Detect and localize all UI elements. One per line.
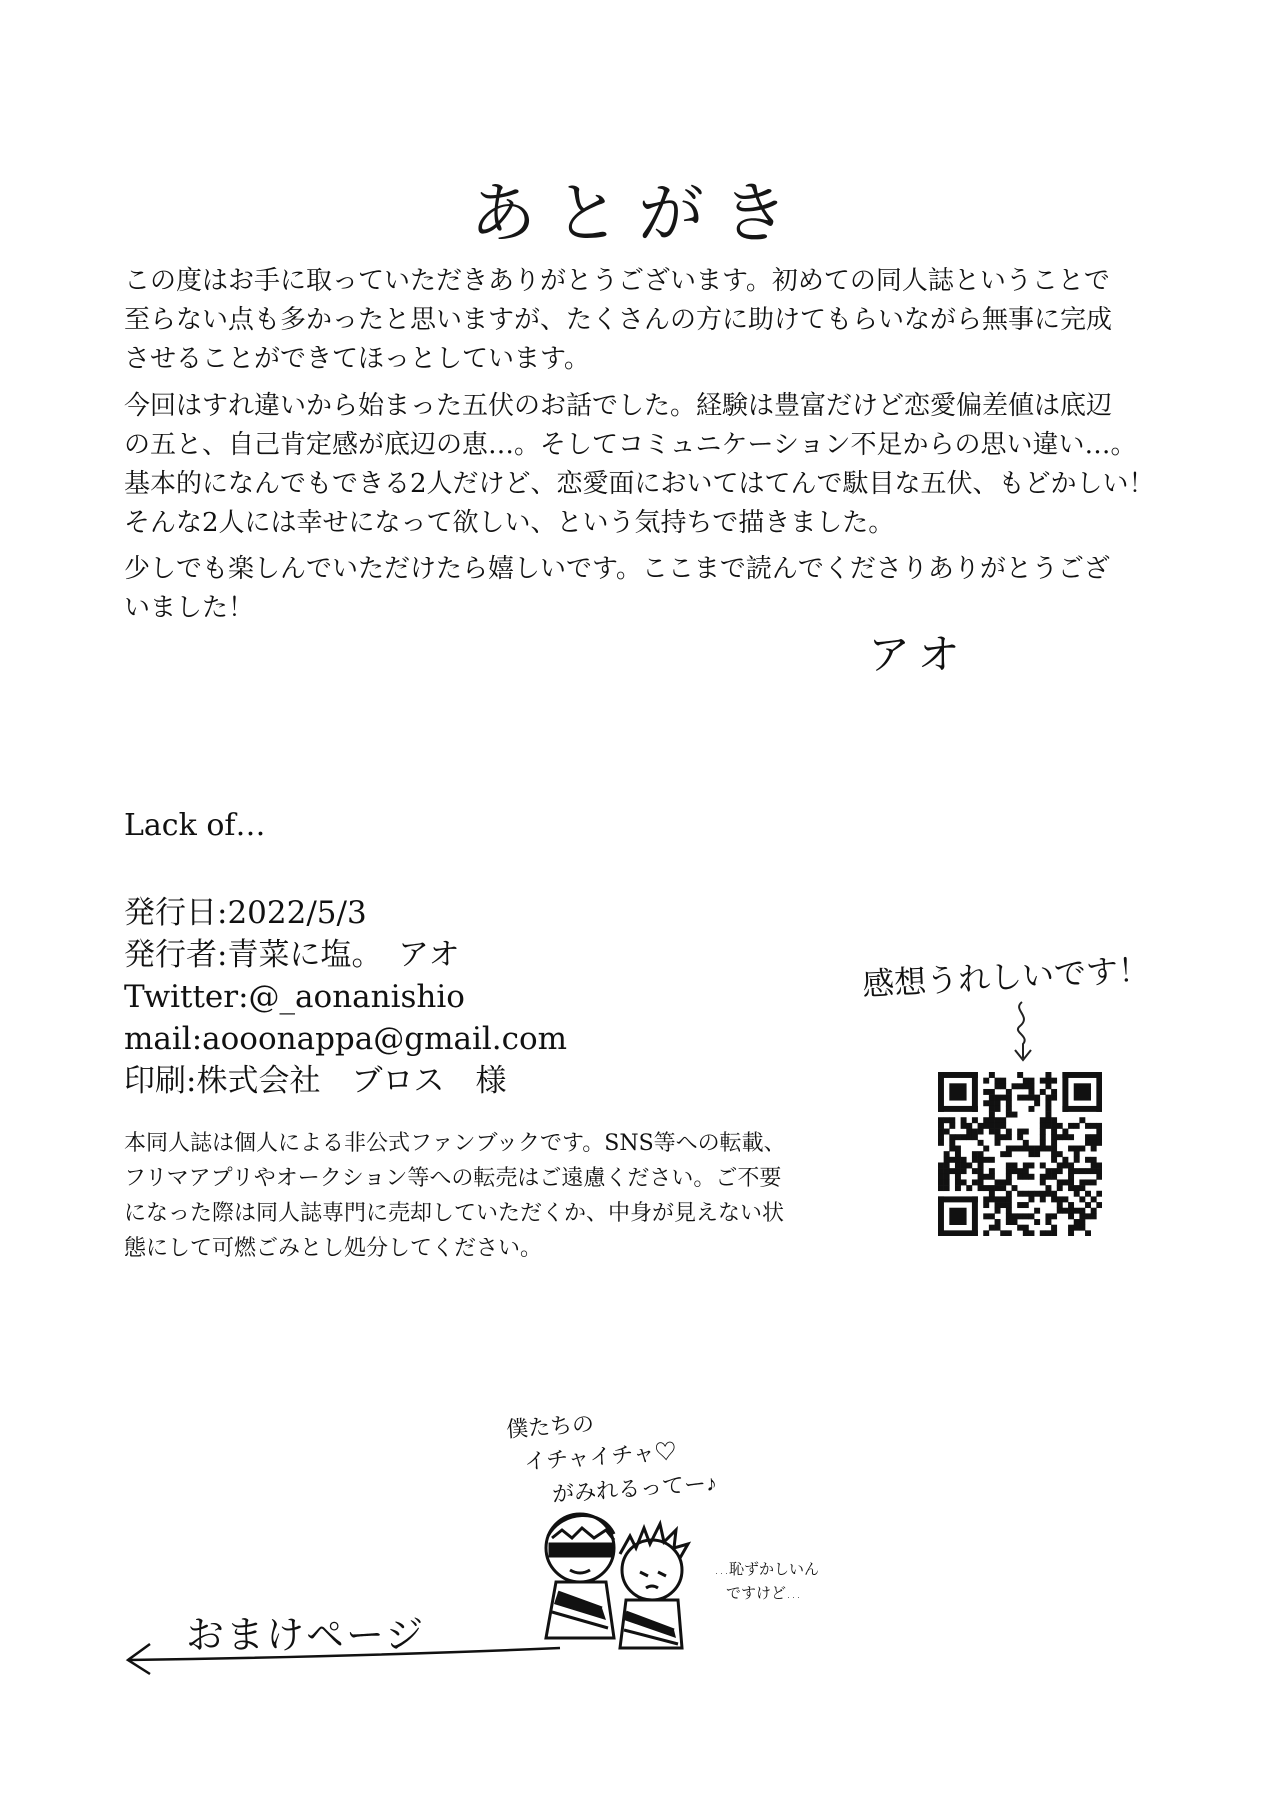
paragraph-line: 至らない点も多かったと思いますが、たくさんの方に助けてもらいながら無事に完成 bbox=[124, 305, 1113, 335]
disclaimer-line: 本同人誌は個人による非公式ファンブックです。SNS等への転載、 bbox=[124, 1131, 786, 1156]
down-arrow-icon bbox=[1008, 1000, 1038, 1062]
paragraph-line: 今回はすれ違いから始まった五伏のお話でした。経験は豊富だけど恋愛偏差値は底辺 bbox=[124, 391, 1113, 421]
qr-note: 感想うれしいです！ bbox=[861, 950, 1151, 1004]
left-arrow-icon[interactable] bbox=[120, 1636, 570, 1676]
publisher: 発行者:青菜に塩。 アオ bbox=[124, 937, 460, 973]
paragraph-line: いました！ bbox=[124, 593, 255, 623]
chibi-speech-line-3: がみれるってー♪ bbox=[551, 1471, 718, 1508]
chibi-characters-illustration bbox=[522, 1488, 722, 1658]
printer: 印刷:株式会社 ブロス 様 bbox=[124, 1063, 507, 1099]
paragraph-line: させることができてほっとしています。 bbox=[124, 344, 590, 374]
disclaimer-line: フリマアプリやオークション等への転売はご遠慮ください。ご不要 bbox=[124, 1166, 782, 1191]
disclaimer-line: 態にして可燃ごみとし処分してください。 bbox=[124, 1236, 543, 1261]
chibi-speech-line-1: 僕たちの bbox=[505, 1411, 595, 1444]
paragraph-line: 少しでも楽しんでいただけたら嬉しいです。ここまで読んでくださりありがとうござ bbox=[124, 554, 1110, 584]
paragraph-line: そんな2人には幸せになって欲しい、という気持ちで描きました。 bbox=[124, 508, 895, 538]
qr-code-icon[interactable] bbox=[938, 1072, 1102, 1236]
twitter-handle: Twitter:@_aonanishio bbox=[124, 979, 465, 1015]
book-title: Lack of… bbox=[124, 808, 266, 843]
chibi-speech-line-2: イチャイチャ♡ bbox=[523, 1439, 678, 1476]
afterword-paragraph-2 bbox=[124, 387, 1184, 543]
disclaimer bbox=[124, 1126, 824, 1266]
afterword-paragraph-3 bbox=[124, 550, 1184, 628]
omake-page-label[interactable]: おまけページ bbox=[186, 1613, 426, 1657]
afterword-title: あとがき bbox=[470, 175, 806, 252]
chibi-aside-line-1: …恥ずかしいん bbox=[714, 1560, 820, 1578]
disclaimer-line: になった際は同人誌専門に売却していただくか、中身が見えない状 bbox=[124, 1201, 785, 1226]
contact-email: mail:aooonappa@gmail.com bbox=[124, 1021, 568, 1057]
afterword-paragraph-1 bbox=[124, 262, 1184, 379]
publish-date: 発行日:2022/5/3 bbox=[124, 895, 367, 931]
author-signature: アオ bbox=[868, 630, 968, 679]
paragraph-line: この度はお手に取っていただきありがとうございます。初めての同人誌ということで bbox=[124, 266, 1110, 296]
paragraph-line: の五と、自己肯定感が底辺の恵…。そしてコミュニケーション不足からの思い違い…。 bbox=[124, 430, 1137, 460]
chibi-aside-line-2: ですけど… bbox=[726, 1584, 802, 1602]
paragraph-line: 基本的になんでもできる2人だけど、恋愛面においてはてんで駄目な五伏、もどかしい！ bbox=[124, 469, 1155, 499]
